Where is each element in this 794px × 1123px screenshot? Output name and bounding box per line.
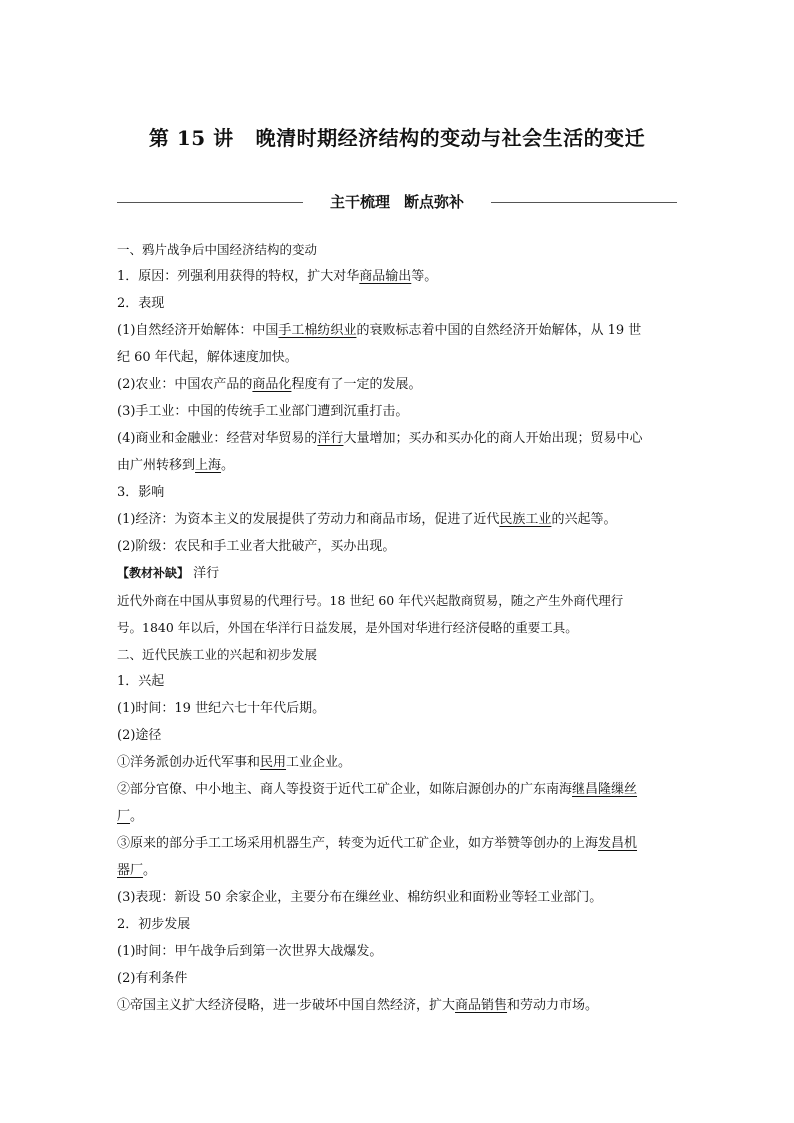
text-line: ①洋务派创办近代军事和民用工业企业。 — [117, 755, 352, 770]
subheading-influence: 3．影响 — [117, 485, 165, 500]
text-line: (1)经济：为资本主义的发展提供了劳动力和商品市场，促进了近代民族工业的兴起等。 — [117, 512, 617, 527]
supplement-tag: 【教材补缺】 — [117, 566, 190, 580]
text-line: (1)时间：甲午战争后到第一次世界大战爆发。 — [117, 944, 383, 959]
supplement-text: 号。1840 年以后，外国在华洋行日益发展，是外国对华进行经济侵略的重要工具。 — [117, 620, 578, 635]
text-line: ①帝国主义扩大经济侵略，进一步破坏中国自然经济，扩大商品销售和劳动力市场。 — [117, 998, 599, 1013]
lecture-title: 晚清时期经济结构的变动与社会生活的变迁 — [255, 126, 646, 150]
subheading-rise: 1．兴起 — [117, 674, 165, 689]
heading-section-1: 一、鸦片战争后中国经济结构的变动 — [117, 242, 318, 257]
subheading-development: 2．初步发展 — [117, 917, 191, 932]
section-divider — [117, 191, 677, 215]
divider-rule-right — [491, 202, 677, 203]
text-line: (3)手工业：中国的传统手工业部门遭到沉重打击。 — [117, 404, 409, 419]
text-line: (3)表现：新设 50 余家企业，主要分布在缫丝业、棉纺织业和面粉业等轻工业部门。 — [117, 890, 603, 905]
lecture-number: 第 15 讲 — [148, 126, 234, 150]
text-line: (1)时间：19 世纪六七十年代后期。 — [117, 701, 326, 716]
page-title — [0, 122, 794, 151]
text-line: (2)阶级：农民和手工业者大批破产，买办出现。 — [117, 539, 396, 554]
subheading-performance: 2．表现 — [117, 296, 165, 311]
supplement-heading: 【教材补缺】 洋行 — [117, 566, 220, 581]
section-label: 主干梳理 断点弥补 — [329, 193, 465, 211]
supplement-text: 近代外商在中国从事贸易的代理行号。18 世纪 60 年代兴起散商贸易，随之产生外商代理行 — [117, 593, 624, 608]
heading-section-2: 二、近代民族工业的兴起和初步发展 — [117, 647, 318, 662]
divider-rule-left — [117, 202, 303, 203]
text-line: (2)途径 — [117, 728, 162, 743]
text-line: 1．原因：列强利用获得的特权，扩大对华商品输出等。 — [117, 269, 438, 284]
text-line: 由广州转移到上海。 — [117, 458, 235, 473]
text-line: 纪 60 年代起，解体速度加快。 — [117, 350, 298, 365]
text-line: (1)自然经济开始解体：中国手工棉纺织业的衰败标志着中国的自然经济开始解体，从 19 世 — [117, 323, 642, 338]
text-line: 器厂。 — [117, 863, 157, 878]
document-body — [117, 236, 679, 1019]
text-line: (4)商业和金融业：经营对华贸易的洋行大量增加；买办和买办化的商人开始出现；贸易中心 — [117, 431, 643, 446]
text-line: ③原来的部分手工工场采用机器生产，转变为近代工矿企业，如方举赞等创办的上海发昌机 — [117, 836, 638, 851]
text-line: ②部分官僚、中小地主、商人等投资于近代工矿企业，如陈启源创办的广东南海继昌隆缫丝 — [117, 782, 638, 797]
text-line: (2)有利条件 — [117, 971, 188, 986]
text-line: (2)农业：中国农产品的商品化程度有了一定的发展。 — [117, 377, 422, 392]
text-line: 厂。 — [117, 809, 144, 824]
